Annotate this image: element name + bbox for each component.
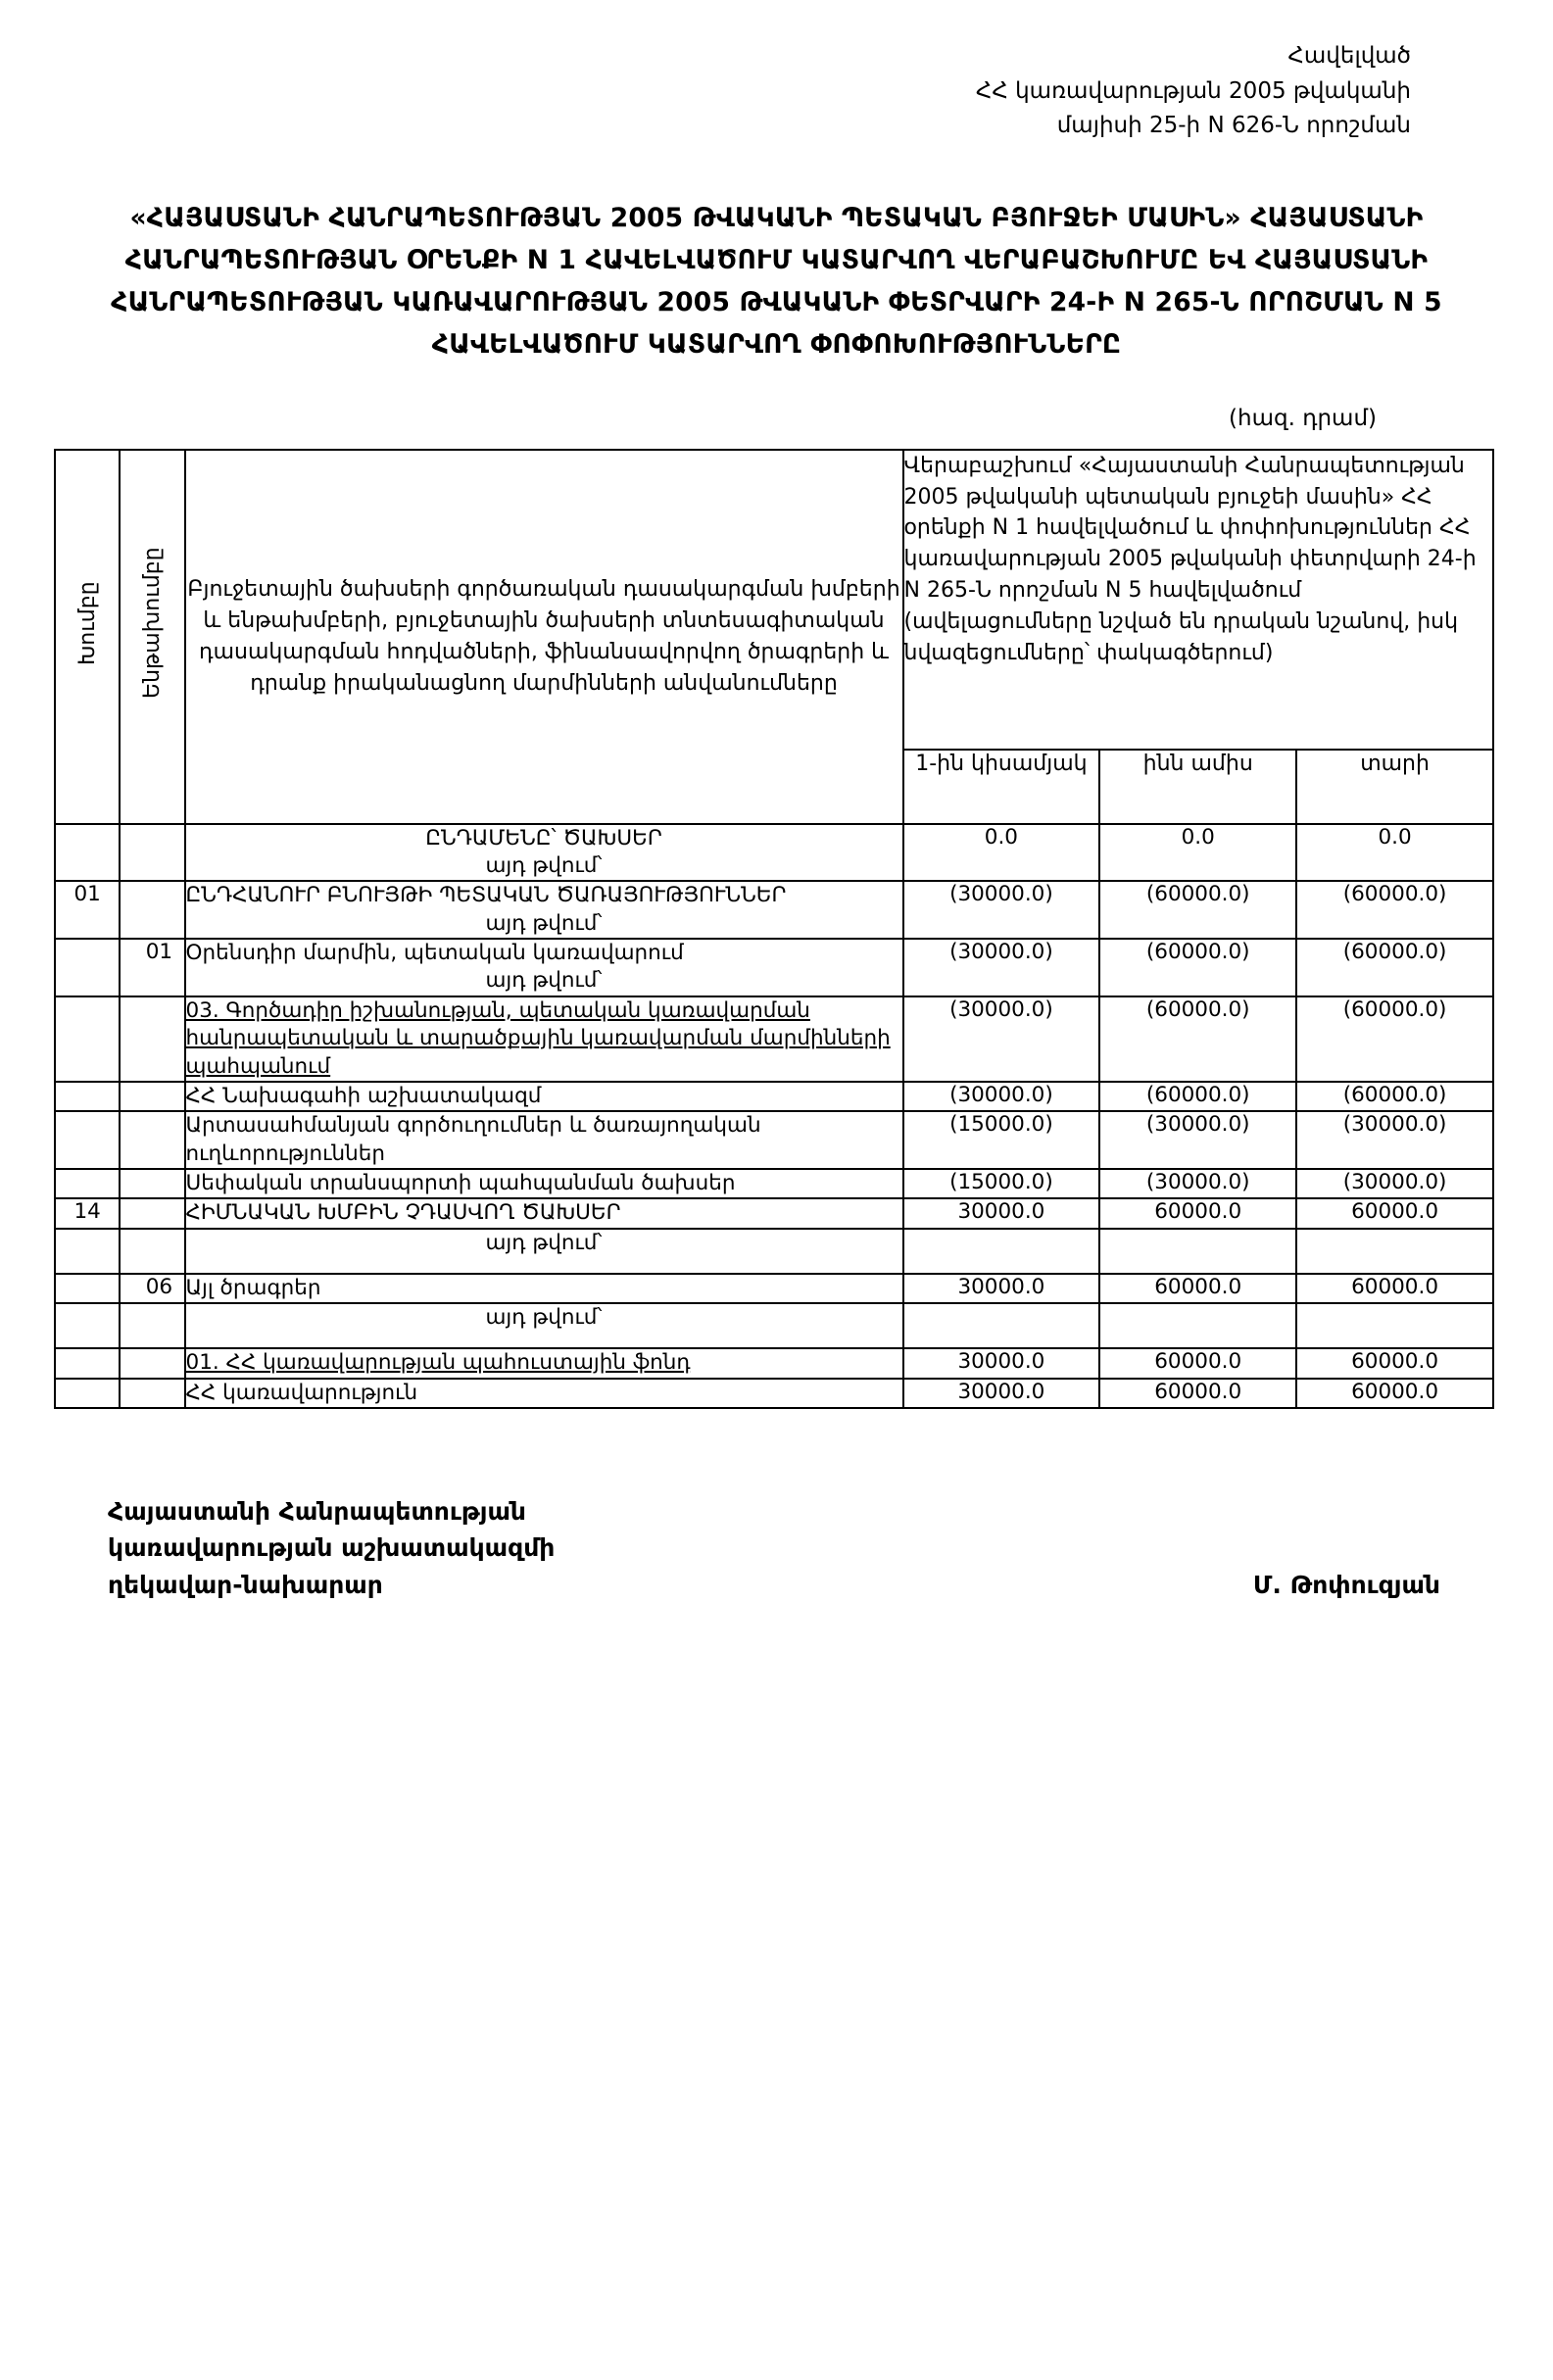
header-line-2: ՀՀ կառավարության 2005 թվականի xyxy=(975,77,1411,104)
table-row xyxy=(55,1169,1493,1198)
table-header-row xyxy=(55,450,1493,750)
table-row xyxy=(55,1082,1493,1111)
row-subgroup-code xyxy=(120,1303,184,1348)
table-row xyxy=(55,1274,1493,1303)
table-row xyxy=(55,881,1493,939)
budget-table xyxy=(54,449,1494,1409)
row-description: այդ թվում՝ xyxy=(185,1303,903,1348)
row-group-code xyxy=(55,1169,120,1198)
unit-note: (հազ. դրամ) xyxy=(1229,405,1377,431)
row-value-nine-months: (60000.0) xyxy=(1099,1082,1296,1111)
footer-signature: Մ. Թոփուզյան xyxy=(1252,1570,1440,1599)
row-subgroup-code xyxy=(120,1379,184,1408)
row-description: ՀՀ կառավարություն xyxy=(185,1379,903,1408)
table-row xyxy=(55,1111,1493,1169)
row-description: Սեփական տրանսպորտի պահպանման ծախսեր xyxy=(185,1169,903,1198)
table-row xyxy=(55,1229,1493,1274)
row-group-code xyxy=(55,939,120,996)
row-group-code xyxy=(55,1303,120,1348)
row-description: 01. ՀՀ կառավարության պահուստային ֆոնդ xyxy=(185,1348,903,1378)
row-group-code xyxy=(55,1082,120,1111)
row-group-code xyxy=(55,1274,120,1303)
header-col-group: Խումբը xyxy=(55,450,120,824)
row-group-code xyxy=(55,1111,120,1169)
row-value-year: (30000.0) xyxy=(1296,1111,1493,1169)
row-group-code xyxy=(55,1348,120,1378)
row-description: Օրենսդիր մարմին, պետական կառավարում այդ թվում՝ xyxy=(185,939,903,996)
table-row xyxy=(55,939,1493,996)
row-value-nine-months: 60000.0 xyxy=(1099,1379,1296,1408)
row-subgroup-code xyxy=(120,824,184,882)
row-description: 03. Գործադիր իշխանության, պետական կառավարման հանրապետական և տարածքային կառավարման մարմինների պահպանում xyxy=(185,996,903,1082)
row-subgroup-code: 01 xyxy=(120,939,184,996)
row-subgroup-code: 06 xyxy=(120,1274,184,1303)
table-row xyxy=(55,1379,1493,1408)
row-value-half-year: (15000.0) xyxy=(903,1111,1100,1169)
row-value-year: (60000.0) xyxy=(1296,1082,1493,1111)
row-description: Այլ ծրագրեր xyxy=(185,1274,903,1303)
row-value-year xyxy=(1296,1303,1493,1348)
row-group-code xyxy=(55,824,120,882)
row-value-half-year xyxy=(903,1229,1100,1274)
header-line-3: մայիսի 25-ի N 626-Ն որոշման xyxy=(1056,113,1411,139)
row-value-nine-months: 0.0 xyxy=(1099,824,1296,882)
row-value-nine-months: (30000.0) xyxy=(1099,1111,1296,1169)
table-row xyxy=(55,1198,1493,1228)
row-description: ՀՀ Նախագահի աշխատակազմ xyxy=(185,1082,903,1111)
row-value-nine-months: (60000.0) xyxy=(1099,881,1296,939)
row-value-half-year: 30000.0 xyxy=(903,1379,1100,1408)
header-sub-nine-months: ինն ամիս xyxy=(1099,750,1296,824)
row-value-half-year: (30000.0) xyxy=(903,996,1100,1082)
row-group-code xyxy=(55,996,120,1082)
row-value-nine-months: 60000.0 xyxy=(1099,1198,1296,1228)
row-description: ԸՆԴԱՄԵՆԸ՝ ԾԱԽՍԵՐ այդ թվում՝ xyxy=(185,824,903,882)
row-value-nine-months: 60000.0 xyxy=(1099,1348,1296,1378)
row-value-half-year: 30000.0 xyxy=(903,1198,1100,1228)
row-subgroup-code xyxy=(120,1198,184,1228)
footer-line-1: Հայաստանի Հանրապետության xyxy=(108,1496,526,1526)
header-col-redistribution: Վերաբաշխում «Հայաստանի Հանրապետության 2005 թվականի պետական բյուջեի մասին» ՀՀ օրենքի N 1 հավելվածում և փոփոխություններ ՀՀ կառավարության 2005 թվականի փետրվարի 24-ի N 265-Ն որոշման N 5 հավելվածում (ավելացումները նշված են դրական նշանով, իսկ նվազեցումները՝ փակագծերում) xyxy=(903,450,1494,750)
table-row xyxy=(55,1303,1493,1348)
row-value-half-year: (15000.0) xyxy=(903,1169,1100,1198)
row-subgroup-code xyxy=(120,1229,184,1274)
row-value-year: 60000.0 xyxy=(1296,1379,1493,1408)
row-value-year: 60000.0 xyxy=(1296,1274,1493,1303)
row-value-nine-months: (60000.0) xyxy=(1099,996,1296,1082)
row-value-nine-months: 60000.0 xyxy=(1099,1274,1296,1303)
row-subgroup-code xyxy=(120,1348,184,1378)
row-group-code xyxy=(55,1229,120,1274)
row-group-code: 14 xyxy=(55,1198,120,1228)
row-value-year: (60000.0) xyxy=(1296,881,1493,939)
row-value-nine-months: (30000.0) xyxy=(1099,1169,1296,1198)
row-description: ԸՆԴՀԱՆՈՒՐ ԲՆՈՒՅԹԻ ՊԵՏԱԿԱՆ ԾԱՌԱՅՈՒԹՅՈՒՆՆԵՐ այդ թվում՝ xyxy=(185,881,903,939)
row-subgroup-code xyxy=(120,1169,184,1198)
row-value-nine-months xyxy=(1099,1303,1296,1348)
row-description: ՀԻՄՆԱԿԱՆ ԽՄԲԻՆ ՉԴԱՍՎՈՂ ԾԱԽՍԵՐ xyxy=(185,1198,903,1228)
header-col-subgroup: Ենթախումբը xyxy=(120,450,184,824)
row-value-half-year: 0.0 xyxy=(903,824,1100,882)
footer-line-3: ղեկավար-նախարար xyxy=(108,1570,383,1599)
row-value-year: 60000.0 xyxy=(1296,1198,1493,1228)
row-value-year: 60000.0 xyxy=(1296,1348,1493,1378)
row-subgroup-code xyxy=(120,996,184,1082)
header-col-description: Բյուջետային ծախսերի գործառական դասակարգման խմբերի և ենթախմբերի, բյուջետային ծախսերի տնտեսագիտական դասակարգման հոդվածների, ֆինանսավորվող ծրագրերի և դրանք իրականացնող մարմինների անվանումները xyxy=(185,450,903,824)
row-subgroup-code xyxy=(120,881,184,939)
footer-line-2: կառավարության աշխատակազմի xyxy=(108,1533,556,1563)
page-title: «ՀԱՅԱՍՏԱՆԻ ՀԱՆՐԱՊԵՏՈՒԹՅԱՆ 2005 ԹՎԱԿԱՆԻ ՊԵՏԱԿԱՆ ԲՅՈՒՋԵԻ ՄԱՍԻՆ» ՀԱՅԱՍՏԱՆԻ ՀԱՆՐԱՊԵՏՈՒԹՅԱՆ ՕՐԵՆՔԻ N 1 ՀԱՎԵԼՎԱԾՈՒՄ ԿԱՏԱՐՎՈՂ ՎԵՐԱԲԱՇԽՈՒՄԸ ԵՎ ՀԱՅԱՍՏԱՆԻ ՀԱՆՐԱՊԵՏՈՒԹՅԱՆ ԿԱՌԱՎԱՐՈՒԹՅԱՆ 2005 ԹՎԱԿԱՆԻ ՓԵՏՐՎԱՐԻ 24-Ի N 265-Ն ՈՐՈՇՄԱՆ N 5 ՀԱՎԵԼՎԱԾՈՒՄ ԿԱՏԱՐՎՈՂ ՓՈՓՈԽՈՒԹՅՈՒՆՆԵՐԸ xyxy=(111,202,1442,360)
row-value-year: (60000.0) xyxy=(1296,996,1493,1082)
header-sub-year: տարի xyxy=(1296,750,1493,824)
table-row xyxy=(55,1348,1493,1378)
header-sub-half-year: 1-ին կիսամյակ xyxy=(903,750,1100,824)
row-description: Արտասահմանյան գործուղումներ և ծառայողական ուղևորություններ xyxy=(185,1111,903,1169)
row-subgroup-code xyxy=(120,1111,184,1169)
row-value-half-year: 30000.0 xyxy=(903,1348,1100,1378)
row-value-year: (30000.0) xyxy=(1296,1169,1493,1198)
row-value-year: (60000.0) xyxy=(1296,939,1493,996)
row-value-nine-months xyxy=(1099,1229,1296,1274)
row-value-half-year: (30000.0) xyxy=(903,1082,1100,1111)
row-value-half-year: 30000.0 xyxy=(903,1274,1100,1303)
row-value-half-year: (30000.0) xyxy=(903,939,1100,996)
table-row xyxy=(55,996,1493,1082)
row-group-code xyxy=(55,1379,120,1408)
document-header xyxy=(54,39,1499,144)
row-value-half-year: (30000.0) xyxy=(903,881,1100,939)
row-description: այդ թվում՝ xyxy=(185,1229,903,1274)
document-footer xyxy=(54,1493,1499,1604)
row-value-year xyxy=(1296,1229,1493,1274)
row-value-nine-months: (60000.0) xyxy=(1099,939,1296,996)
table-row xyxy=(55,824,1493,882)
row-group-code: 01 xyxy=(55,881,120,939)
row-value-half-year xyxy=(903,1303,1100,1348)
row-subgroup-code xyxy=(120,1082,184,1111)
header-line-1: Հավելված xyxy=(1287,43,1411,69)
row-value-year: 0.0 xyxy=(1296,824,1493,882)
